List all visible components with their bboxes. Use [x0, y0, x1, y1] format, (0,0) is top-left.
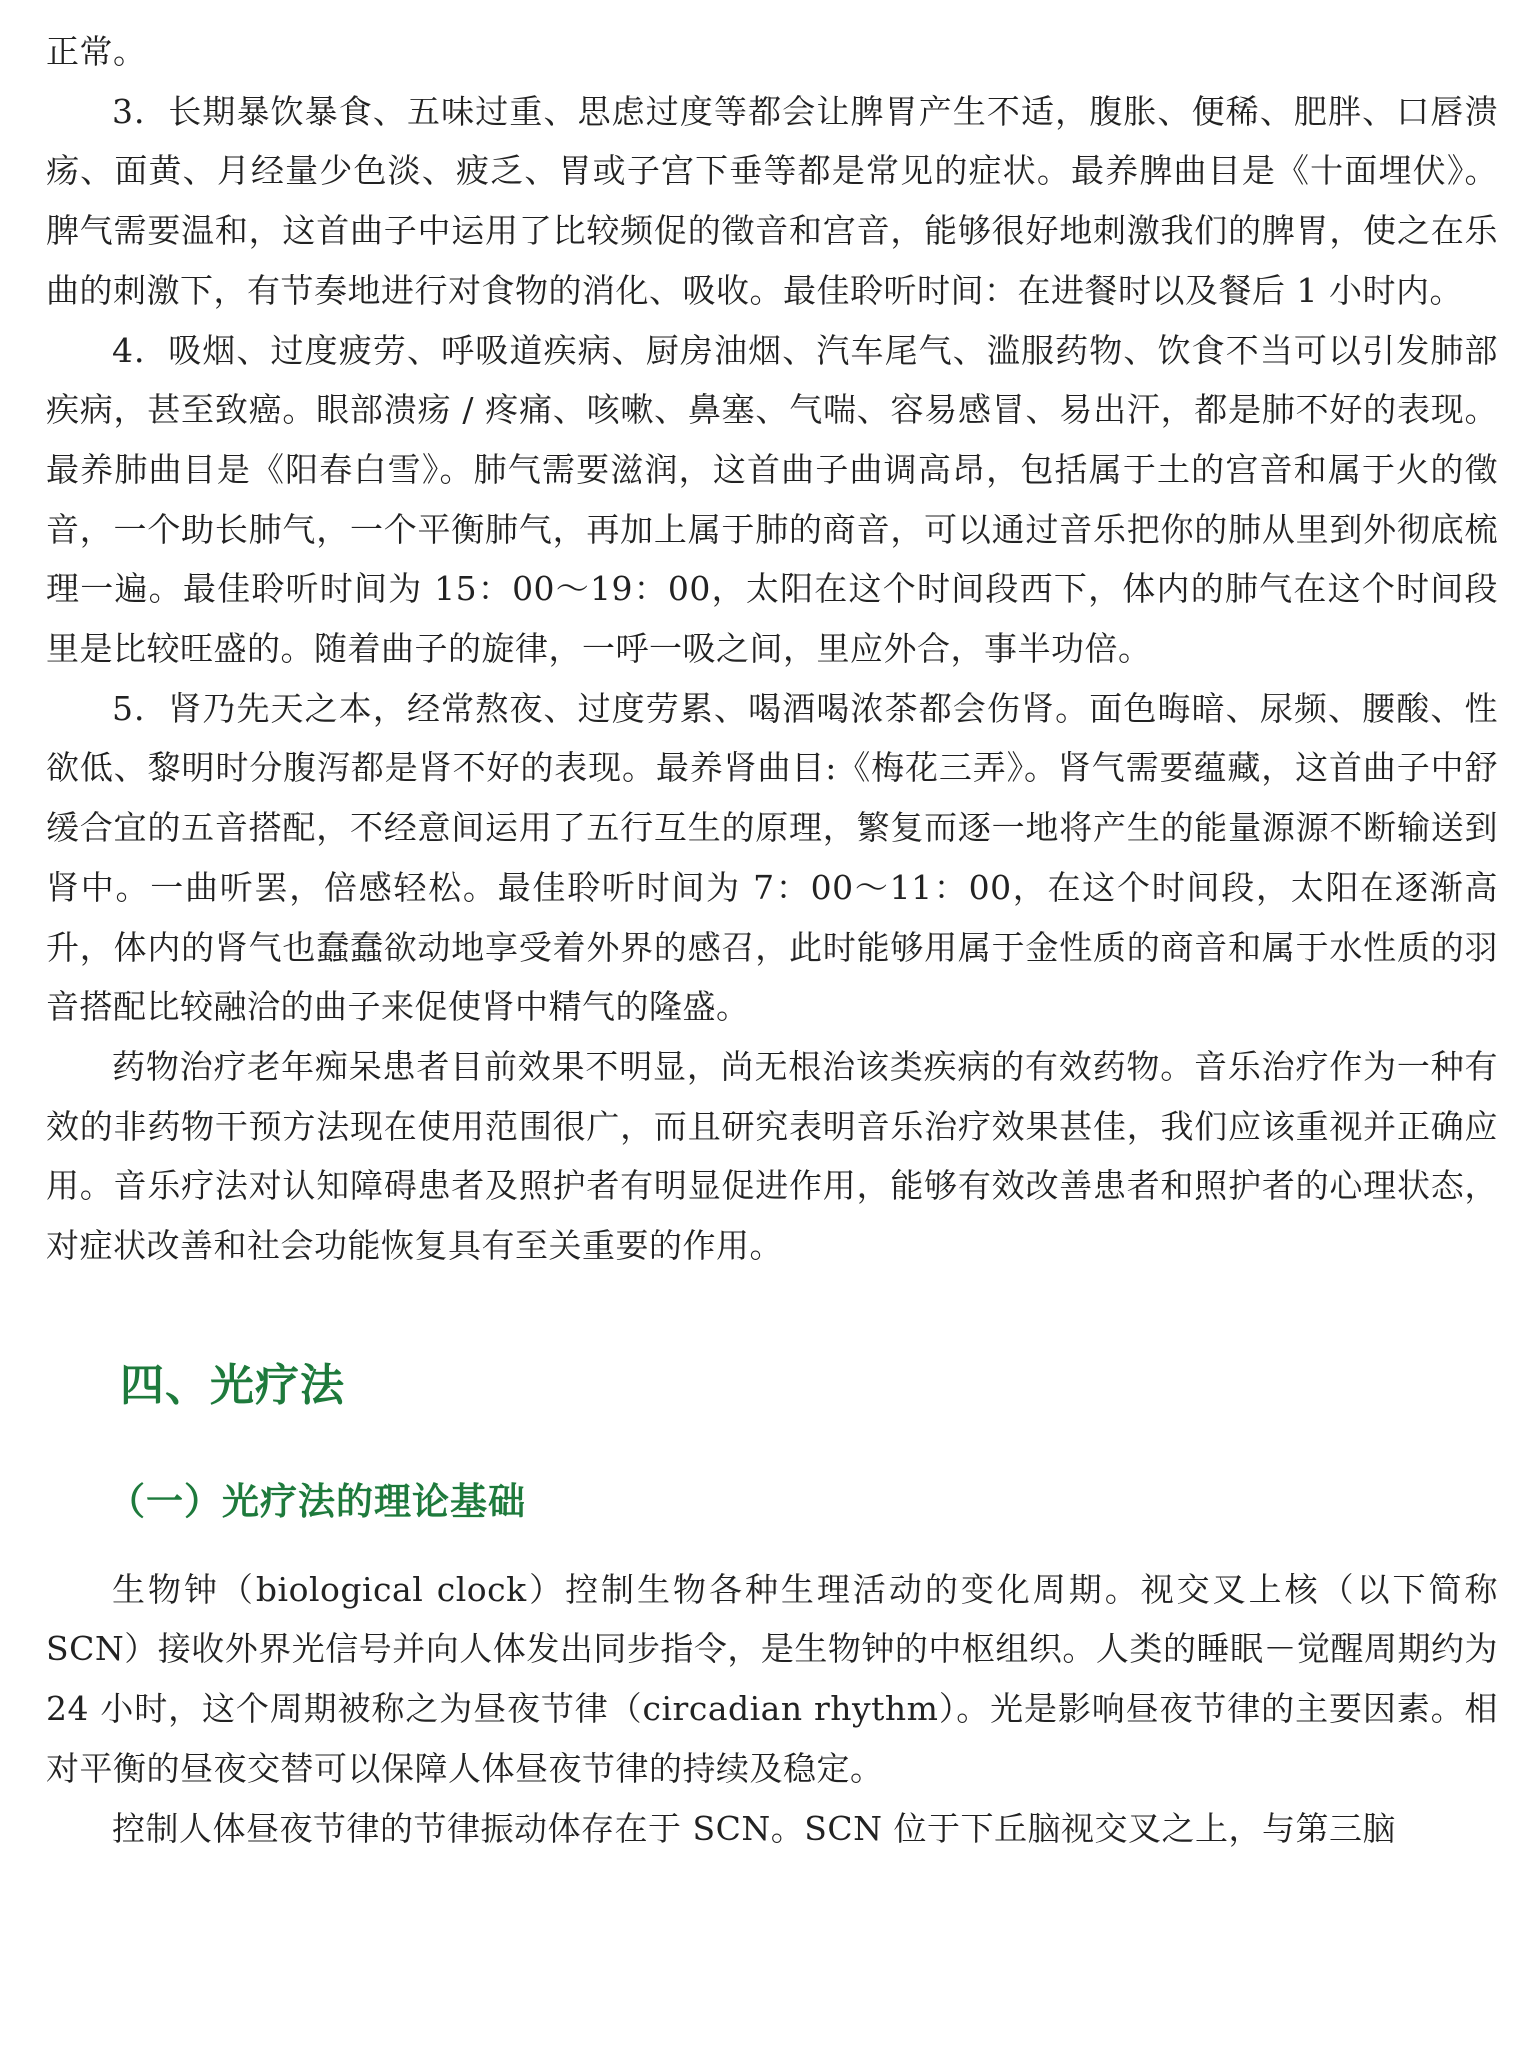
section-heading: 四、光疗法	[120, 1359, 345, 1411]
paragraph-music-therapy-summary: 药物治疗老年痴呆患者目前效果不明显，尚无根治该类疾病的有效药物。音乐治疗作为一种有效的非药物干预方法现在使用范围很广，而且研究表明音乐治疗效果甚佳，我们应该重视并正确应用。音乐疗法对认知障碍患者及照护者有明显促进作用，能够有效改善患者和照护者的心理状态，对症状改善和社会功能恢复具有至关重要的作用。	[46, 1046, 1498, 1266]
paragraph-scn: 控制人体昼夜节律的节律振动体存在于 SCN。SCN 位于下丘脑视交叉之上，与第三脑	[112, 1808, 1396, 1848]
document-page	[46, 22, 1498, 1858]
paragraph-continuation: 正常。	[46, 32, 147, 71]
paragraph-spleen-music: 3．长期暴饮暴食、五味过重、思虑过度等都会让脾胃产生不适，腹胀、便稀、肥胖、口唇溃疡、面黄、月经量少色淡、疲乏、胃或子宫下垂等都是常见的症状。最养脾曲目是《十面埋伏》。脾气需要温和，这首曲子中运用了比较频促的徵音和宫音，能够很好地刺激我们的脾胃，使之在乐曲的刺激下，有节奏地进行对食物的消化、吸收。最佳聆听时间：在进餐时以及餐后 1 小时内。	[46, 91, 1498, 310]
paragraph-biological-clock: 生物钟（biological clock）控制生物各种生理活动的变化周期。视交叉上核（以下简称 SCN）接收外界光信号并向人体发出同步指令，是生物钟的中枢组织。人类的睡眠－觉醒周期约为 24 小时，这个周期被称之为昼夜节律（circadian rhythm）。光是影响昼夜节律的主要因素。相对平衡的昼夜交替可以保障人体昼夜节律的持续及稳定。	[46, 1569, 1498, 1788]
paragraph-kidney-music: 5．肾乃先天之本，经常熬夜、过度劳累、喝酒喝浓茶都会伤肾。面色晦暗、尿频、腰酸、性欲低、黎明时分腹泻都是肾不好的表现。最养肾曲目:《梅花三弄》。肾气需要蕴藏，这首曲子中舒缓合宜的五音搭配，不经意间运用了五行互生的原理，繁复而逐一地将产生的能量源源不断输送到肾中。一曲听罢，倍感轻松。最佳聆听时间为 7：00～11：00，在这个时间段，太阳在逐渐高升，体内的肾气也蠢蠢欲动地享受着外界的感召，此时能够用属于金性质的商音和属于水性质的羽音搭配比较融洽的曲子来促使肾中精气的隆盛。	[46, 688, 1498, 1027]
subsection-heading: （一）光疗法的理论基础	[108, 1479, 526, 1523]
paragraph-lung-music: 4．吸烟、过度疲劳、呼吸道疾病、厨房油烟、汽车尾气、滥服药物、饮食不当可以引发肺部疾病，甚至致癌。眼部溃疡 / 疼痛、咳嗽、鼻塞、气喘、容易感冒、易出汗，都是肺不好的表现。最养肺曲目是《阳春白雪》。肺气需要滋润，这首曲子曲调高昂，包括属于土的宫音和属于火的徵音，一个助长肺气，一个平衡肺气，再加上属于肺的商音，可以通过音乐把你的肺从里到外彻底梳理一遍。最佳聆听时间为 15：00～19：00，太阳在这个时间段西下，体内的肺气在这个时间段里是比较旺盛的。随着曲子的旋律，一呼一吸之间，里应外合，事半功倍。	[46, 330, 1498, 669]
